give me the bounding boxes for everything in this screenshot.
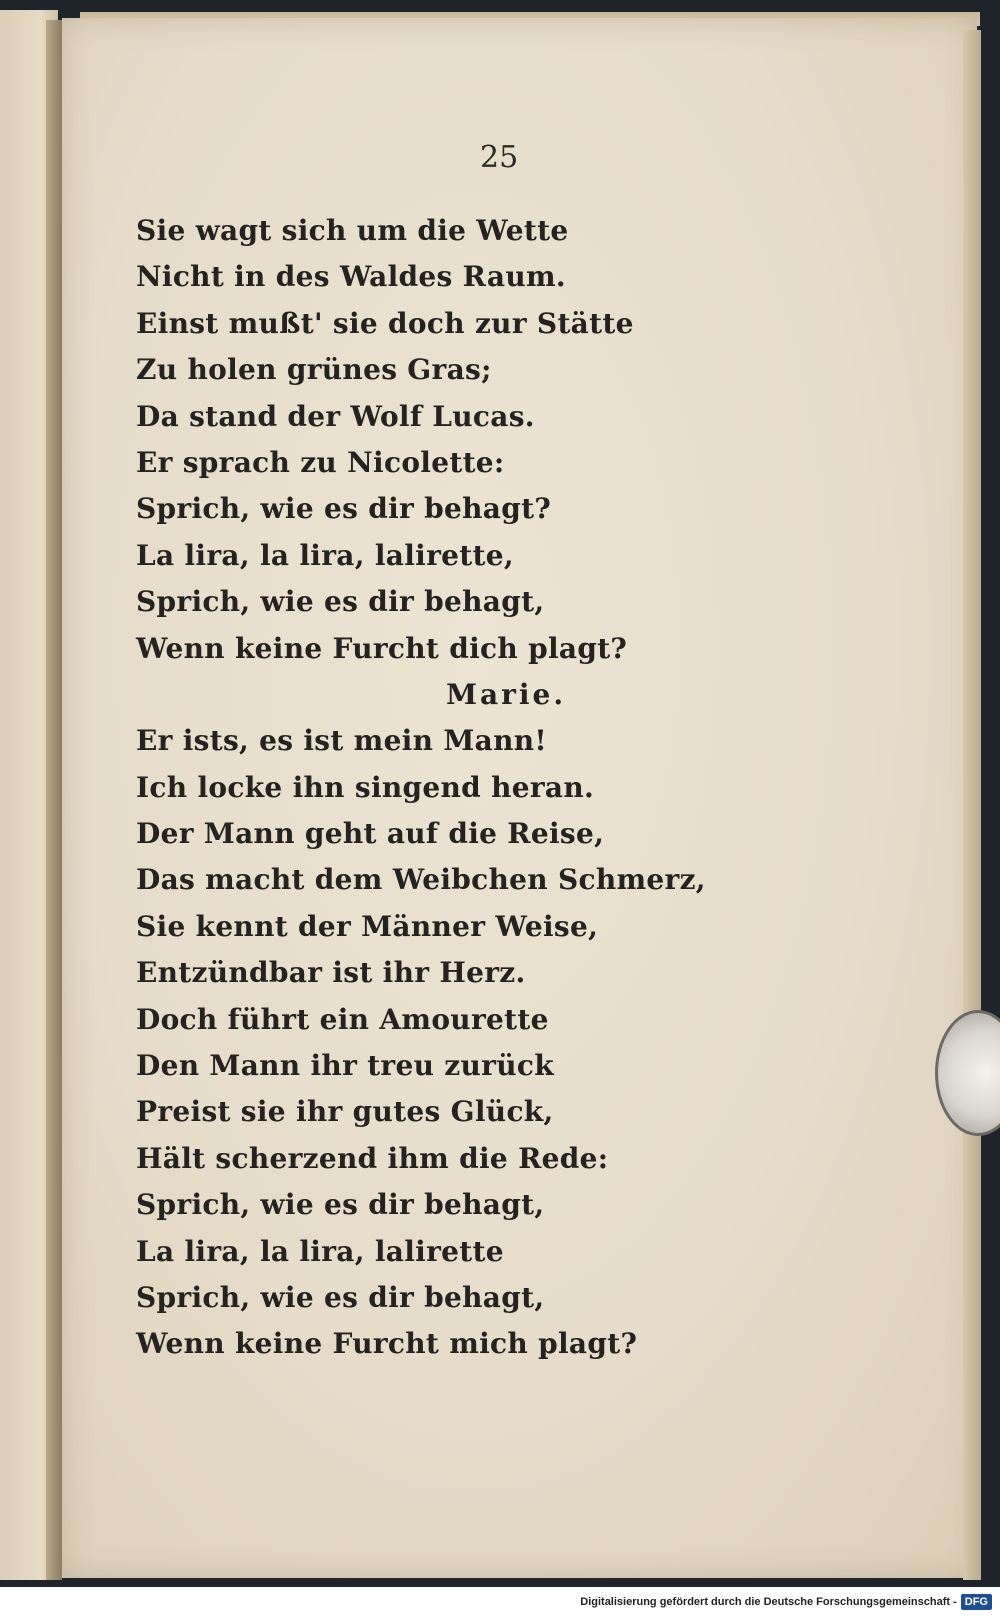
poem-line: Der Mann geht auf die Reise, <box>136 817 605 851</box>
poem-line: Wenn keine Furcht mich plagt? <box>136 1327 638 1361</box>
poem-line: Sie wagt sich um die Wette <box>136 214 569 247</box>
poem-line: Einst mußt' sie doch zur Stätte <box>136 306 634 340</box>
poem-line: Hält scherzend ihm die Rede: <box>136 1141 609 1175</box>
poem-line: Das macht dem Weibchen Schmerz, <box>136 863 706 897</box>
poem-text <box>136 208 706 1368</box>
poem-line: La lira, la lira, lalirette, <box>136 538 514 572</box>
poem-line: Sprich, wie es dir behagt, <box>136 585 545 619</box>
poem-line: Ich locke ihn singend heran. <box>136 770 595 804</box>
footer-credit: Digitalisierung gefördert durch die Deutsche Forschungsgemeinschaft - <box>580 1596 957 1608</box>
poem-line: Er ists, es ist mein Mann! <box>136 724 547 758</box>
poem-line: Den Mann ihr treu zurück <box>136 1049 554 1083</box>
speaker-heading: Marie. <box>446 677 567 711</box>
poem-line: Da stand der Wolf Lucas. <box>136 399 535 433</box>
poem-line: Preist sie ihr gutes Glück, <box>136 1095 554 1129</box>
poem-line: La lira, la lira, lalirette <box>136 1234 504 1268</box>
poem-line: Er sprach zu Nicolette: <box>136 445 505 479</box>
book-gutter <box>46 20 62 1580</box>
poem-line: Nicht in des Waldes Raum. <box>136 260 566 294</box>
poem-line: Sprich, wie es dir behagt, <box>136 1188 545 1222</box>
dfg-logo[interactable]: DFG <box>961 1594 992 1610</box>
poem-line: Doch führt ein Amourette <box>136 1002 549 1036</box>
poem-line: Zu holen grünes Gras; <box>136 353 492 387</box>
poem-line: Sie kennt der Männer Weise, <box>136 909 599 943</box>
poem-line: Sprich, wie es dir behagt, <box>136 1280 545 1314</box>
footer <box>580 1591 992 1613</box>
page-number: 25 <box>480 140 519 175</box>
poem-line: Entzündbar ist ihr Herz. <box>136 956 526 990</box>
poem-line: Wenn keine Furcht dich plagt? <box>136 631 628 665</box>
poem-line: Sprich, wie es dir behagt? <box>136 492 552 526</box>
page-right-edge <box>963 30 981 1580</box>
